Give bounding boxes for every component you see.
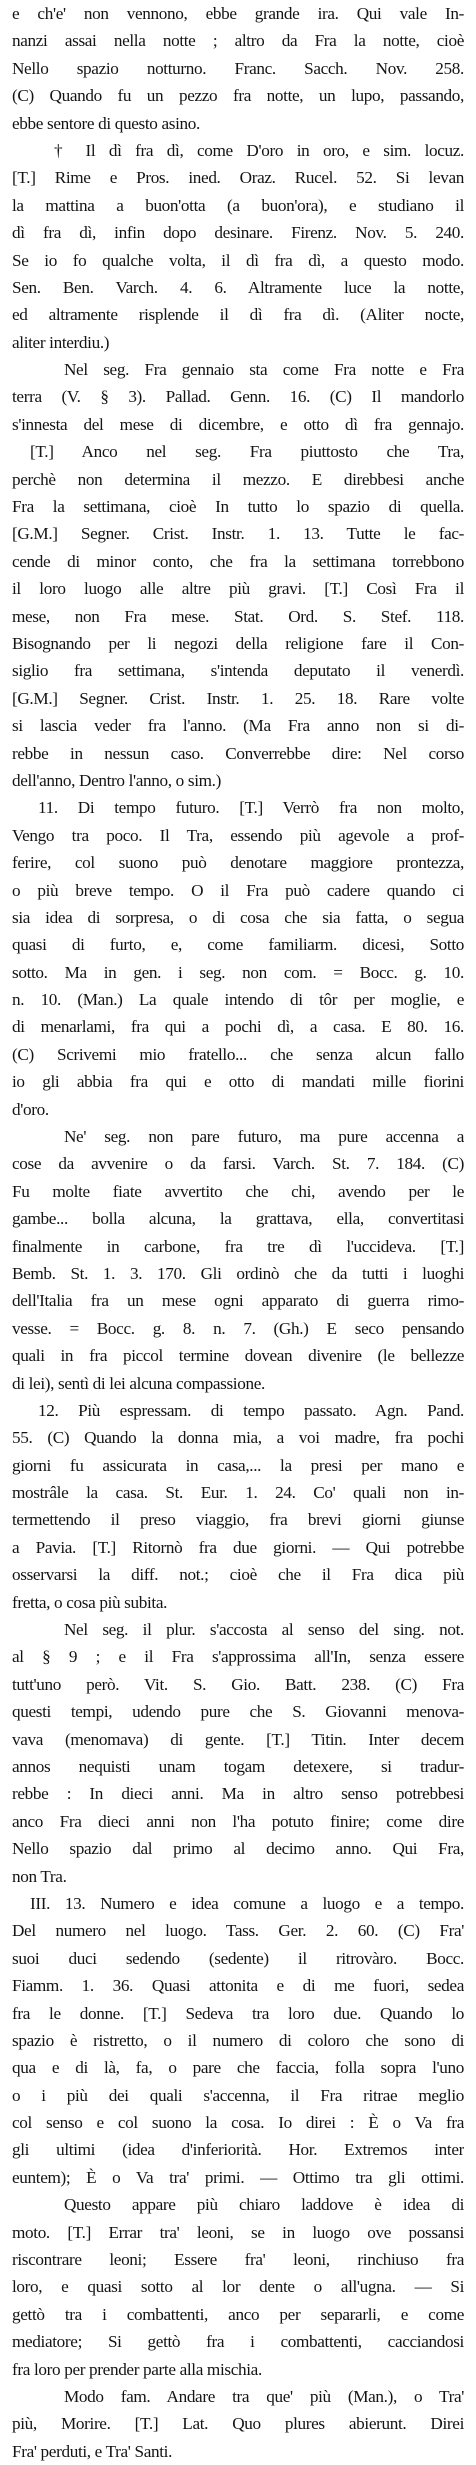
text-line: spazio è ristretto, o il numero di coloro che sono di (12, 2030, 464, 2050)
text-line: III. 13. Numero e idea comune a luogo e a tempo. (30, 1893, 464, 1913)
text-line: di menarlami, fra qui a pochi dì, a casa. E 80. 16. (12, 1017, 464, 1037)
text-line: moto. [T.] Errar tra' leoni, se in luogo ove possansi (12, 2222, 464, 2242)
text-line: d'oro. (12, 1099, 49, 1119)
text-line: io gli abbia fra qui e otto di mandati mille fiorini (12, 1072, 464, 1092)
text-line: o i più dei quali s'accenna, il Fra ritrae meglio (12, 2085, 464, 2105)
text-line: quasi di furto, e, come familiarm. dicesi, Sotto (12, 935, 464, 955)
text-line: suoi duci sedendo (sedente) il ritrovàro. Bocc. (12, 1948, 464, 1968)
text-line: cose da avvenire o da farsi. Varch. St. 7. 184. (C) (12, 1154, 464, 1174)
text-line: siglio fra settimana, s'intenda deputato il venerdì. (12, 661, 464, 681)
text-line: sotto. Ma in gen. i seg. non com. = Bocc. g. 10. (12, 962, 464, 982)
text-line: (C) Quando fu un pezzo fra notte, un lupo, passando, (12, 86, 464, 106)
text-line: gli ultimi (idea d'inferiorità. Hor. Extremos inter (12, 2140, 464, 2160)
text-line: ed altramente risplende il dì fra dì. (Aliter nocte, (12, 305, 464, 325)
text-line: [T.] Anco nel seg. Fra piuttosto che Tra, (30, 442, 464, 462)
text-line: Ne' seg. non pare futuro, ma pure accenna a (64, 1127, 464, 1147)
text-line: [T.] Rime e Pros. ined. Oraz. Rucel. 52. Si levan (12, 168, 464, 188)
text-line: riscontrare leoni; Essere fra' leoni, rinchiuso fra (12, 2250, 464, 2270)
text-line: il loro luogo alle altre più gravi. [T.] Così Fra il (12, 579, 464, 599)
text-line: col senso e col suono la cosa. Io direi : È o Va fra (12, 2113, 464, 2133)
text-line: Nello spazio dal primo al decimo anno. Qui Fra, (12, 1839, 464, 1859)
text-line: (C) Scrivemi mio fratello... che senza alcun fallo (12, 1044, 464, 1064)
text-line: a Pavia. [T.] Ritornò fra due giorni. — Qui potrebbe (12, 1537, 464, 1557)
text-line: cende di minor conto, che fra la settimana torrebbono (12, 551, 464, 571)
text-line: 11. Di tempo futuro. [T.] Verrò fra non molto, (38, 798, 464, 818)
text-line: ebbe sentore di questo asino. (12, 113, 200, 133)
text-line: quali in fra piccol termine dovean divenire (le bellezze (12, 1346, 464, 1366)
text-line: euntem); È o Va tra' primi. — Ottimo tra gli ottimi. (12, 2167, 464, 2187)
text-line: s'innesta del mese di dicembre, e otto dì fra gennajo. (12, 414, 464, 434)
text-line: annos nequisti unam togam detexere, si tradur- (12, 1757, 464, 1776)
text-line: sia idea di sorpresa, o di cosa che sia fatta, o segua (12, 907, 464, 927)
text-line: dell'Italia fra un mese ogni apparato di guerra rimo- (12, 1291, 464, 1311)
text-line: anco Fra dieci anni non l'ha potuto finire; come dire (12, 1811, 464, 1831)
text-line: vava (menomava) di gente. [T.] Titin. Inter decem (12, 1729, 464, 1749)
text-line: Nel seg. il plur. s'accosta al senso del sing. not. (64, 1620, 464, 1640)
text-line: rebbe : In dieci anni. Ma in altro senso potrebbesi (12, 1784, 464, 1804)
text-line: terra (V. § 3). Pallad. Genn. 16. (C) Il mandorlo (12, 387, 464, 407)
text-line: finalmente in carbone, fra tre dì l'uccideva. [T.] (12, 1236, 464, 1256)
text-line: al § 9 ; e il Fra s'approssima all'In, senza essere (12, 1647, 464, 1667)
text-line: questi tempi, udendo pure che S. Giovanni menova- (12, 1702, 464, 1722)
text-line: o più breve tempo. O il Fra può cadere quando ci (12, 880, 464, 900)
text-line: mostrâle la casa. St. Eur. 1. 24. Co' quali non in- (12, 1483, 464, 1503)
text-line: fra le donne. [T.] Sedeva tra loro due. Quando lo (12, 2003, 464, 2023)
text-line: loro, e quasi sotto al lor dente o all'ugna. — Si (12, 2277, 464, 2297)
text-line: Fra la settimana, cioè In tutto lo spazio di quella. (12, 497, 464, 517)
text-line: più, Morire. [T.] Lat. Quo plures abierunt. Direi (12, 2414, 464, 2434)
text-line: Fiamm. 1. 36. Quasi attonita e di me fuori, sedea (12, 1976, 464, 1996)
text-line: osservarsi la diff. not.; cioè che il Fra dica più (12, 1565, 464, 1585)
text-line: Fra' perduti, e Tra' Santi. (12, 2441, 173, 2461)
text-line: Fu molte fiate avvertito che chi, avendo per le (12, 1181, 464, 1201)
text-line: mese, non Fra mese. Stat. Ord. S. Stef. 118. (12, 606, 464, 626)
text-line: giorni fu assicurata in casa,... la presi per mano e (12, 1455, 464, 1475)
text-line: rebbe in nessun caso. Converrebbe dire: Nel corso (12, 743, 464, 763)
text-line: qua e di là, fa, o pare che faccia, folla sopra l'uno (12, 2058, 464, 2078)
text-line: di lei), sentì di lei alcuna compassione. (12, 1373, 265, 1393)
text-line: la mattina a buon'otta (a buon'ora), e studiano il (12, 195, 464, 215)
text-line: fretta, o cosa più subita. (12, 1592, 168, 1612)
text-line: si lascia veder fra l'anno. (Ma Fra anno non si di- (12, 716, 464, 736)
text-line: Vengo tra poco. Il Tra, essendo più agevole a prof- (12, 825, 464, 845)
text-line: Bemb. St. 1. 3. 170. Gli ordinò che da tutti i luoghi (12, 1263, 464, 1283)
text-line: 55. (C) Quando la donna mia, a voi madre, fra pochi (12, 1428, 464, 1448)
text-line: dell'anno, Dentro l'anno, o sim.) (12, 770, 221, 790)
text-line: ferire, col suono può denotare maggiore prontezza, (12, 853, 464, 873)
text-line: gambe... bolla alcuna, la grattava, ella, convertitasi (12, 1209, 464, 1229)
text-line: e ch'e' non vennono, ebbe grande ira. Qui vale In- (12, 4, 464, 23)
text-line: Del numero nel luogo. Tass. Ger. 2. 60. (C) Fra' (12, 1921, 464, 1941)
text-line: mediatore; Si gettò fra i combattenti, cacciandosi (12, 2332, 464, 2352)
text-line: 12. Più espressam. di tempo passato. Agn. Pand. (38, 1400, 464, 1420)
text-line: † Il dì fra dì, come D'oro in oro, e sim. locuz. (54, 140, 464, 160)
dictionary-text-column (12, 0, 464, 2465)
text-line: non Tra. (12, 1866, 67, 1886)
text-line: nanzi assai nella notte ; altro da Fra la notte, cioè (12, 31, 464, 51)
text-line: Nello spazio notturno. Franc. Sacch. Nov. 258. (12, 58, 464, 78)
text-line: Bisognando per li negozi della religione fare il Con- (12, 633, 464, 653)
text-line: vesse. = Bocc. g. 8. n. 7. (Gh.) E seco pensando (12, 1318, 464, 1338)
text-line: aliter interdiu.) (12, 332, 110, 352)
text-line: Questo appare più chiaro laddove è idea di (64, 2195, 464, 2215)
text-line: fra loro per prender parte alla mischia. (12, 2359, 262, 2379)
text-line: tutt'uno però. Vit. S. Gio. Batt. 238. (C) Fra (12, 1674, 464, 1694)
text-line: dì fra dì, infin dopo desinare. Firenz. Nov. 5. 240. (12, 223, 464, 243)
text-line: Se io fo qualche volta, il dì fra dì, a questo modo. (12, 250, 464, 270)
text-line: perchè non determina il mezzo. E direbbesi anche (12, 469, 464, 489)
text-line: termettendo il preso viaggio, fra brevi giorni giunse (12, 1510, 464, 1530)
text-line: n. 10. (Man.) La quale intendo di tôr per moglie, e (12, 990, 464, 1010)
text-line: [G.M.] Segner. Crist. Instr. 1. 13. Tutte le fac- (12, 524, 464, 544)
text-line: Nel seg. Fra gennaio sta come Fra notte e Fra (64, 360, 464, 380)
text-line: [G.M.] Segner. Crist. Instr. 1. 25. 18. Rare volte (12, 688, 464, 708)
text-line: Modo fam. Andare tra que' più (Man.), o Tra' (64, 2386, 464, 2406)
text-line: gettò tra i combattenti, anco per separarli, e come (12, 2304, 464, 2324)
text-line: Sen. Ben. Varch. 4. 6. Altramente luce la notte, (12, 277, 464, 297)
